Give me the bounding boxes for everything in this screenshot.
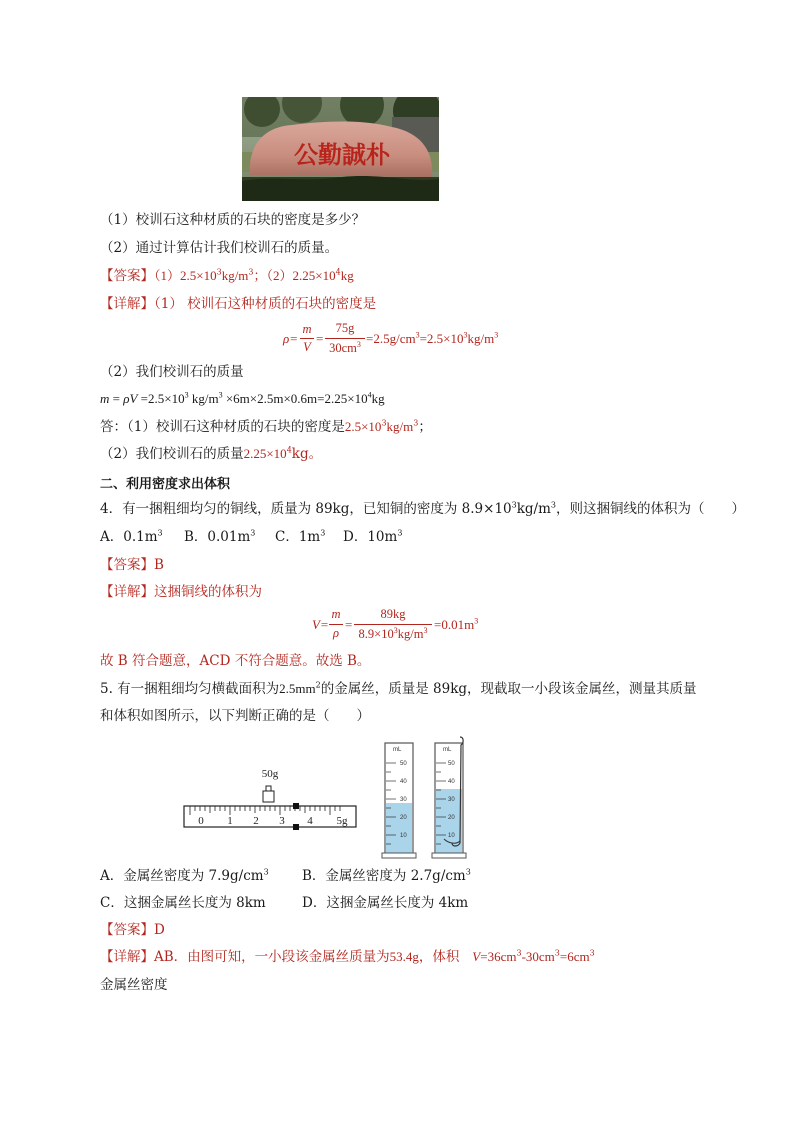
- q4-detail-line: 【详解】这捆铜线的体积为: [100, 584, 262, 600]
- svg-text:mL: mL: [393, 747, 402, 753]
- ruler-tick-4: 4: [307, 815, 313, 827]
- graduated-cylinder-2: [430, 735, 470, 860]
- slider-bottom: [293, 824, 299, 830]
- graduated-cylinder-1: [380, 738, 420, 860]
- svg-text:20: 20: [400, 815, 407, 821]
- q4-option-b: B．$0.01m^3$: [184, 528, 256, 545]
- q3-sub2-detail: （2）我们校训石的质量: [100, 364, 244, 380]
- q3-detail-line: 【详解】（1） 校训石这种材质的石块的密度是: [100, 296, 377, 312]
- q4-stem: 4．有一捆粗细均匀的铜线，质量为 89kg，已知铜的密度为 $8.9\times 10^3kg/m^3$，则这捆铜线的体积为（ ）: [100, 500, 745, 517]
- ruler-tick-3: 3: [279, 815, 285, 827]
- q4-option-c: C．$1m^3$: [275, 528, 326, 545]
- water-level-1: [386, 803, 412, 854]
- q3-sub2: （2）通过计算估计我们校训石的质量。: [100, 240, 339, 256]
- motto-stone-image: [242, 97, 439, 201]
- svg-text:30: 30: [448, 797, 455, 803]
- motto-stone-photo: [242, 97, 439, 201]
- detail-tag: 【详解】: [100, 296, 154, 312]
- q5-detail-line: 【详解】AB．由图可知，一小段该金属丝质量为53.4g，体积 $V=36cm^3-30cm^3=6cm^3$: [100, 948, 595, 965]
- svg-text:10: 10: [400, 833, 407, 839]
- q3-mass-equation: $m = \rho V =2.5\times 10^3$ $kg/m^3 \times 6m\times 2.5m\times 0.6m=2.25\times 10^4kg$: [100, 390, 385, 406]
- svg-text:40: 40: [400, 779, 407, 785]
- section-heading: 二、利用密度求出体积: [100, 477, 231, 492]
- q4-conclusion: 故 B 符合题意，ACD 不符合题意。故选 B。: [100, 653, 371, 669]
- q4-option-d: D．$10m^3$: [343, 528, 403, 545]
- slider-top: [293, 803, 299, 809]
- answer-tag: 【答案】: [100, 268, 154, 284]
- q3-conclusion-2: （2）我们校训石的质量$2.25\times 10^4kg$。: [100, 445, 323, 462]
- q4-answer-line: 【答案】B: [100, 557, 164, 573]
- q3-answer-line: 【答案】$(1)2.5\times 10^3kg/m^3$；$(2)2.25\times 10^4kg$: [100, 267, 354, 284]
- q3-sub1: （1）校训石这种材质的石块的密度是多少？: [100, 212, 366, 228]
- q3-conclusion-1: 答：（1）校训石这种材质的石块的密度是$2.5\times 10^3kg/m^3$；: [100, 418, 432, 435]
- q5-stem-line2: 和体积如图所示，以下判断正确的是（ ）: [100, 708, 370, 724]
- svg-text:40: 40: [448, 779, 455, 785]
- q4-option-a: A．$0.1m^3$: [100, 528, 163, 545]
- svg-text:50: 50: [448, 761, 455, 767]
- q5-option-b: B．金属丝密度为 $2.7g/cm^3$: [302, 867, 471, 884]
- q5-stem-line1: 5. 有一捆粗细均匀横截面积为$2.5mm^2$的金属丝，质量是 89kg，现截取一小段该金属丝，测量其质量: [100, 680, 697, 697]
- svg-text:10: 10: [448, 833, 455, 839]
- q5-option-c: C．这捆金属丝长度为 8km: [100, 895, 266, 911]
- svg-text:20: 20: [448, 815, 455, 821]
- svg-text:30: 30: [400, 797, 407, 803]
- stone-motto-text: 公勤誠朴: [294, 140, 390, 169]
- ruler-tick-1: 1: [227, 815, 233, 827]
- svg-text:50: 50: [400, 761, 407, 767]
- q5-option-a: A．金属丝密度为 $7.9g/cm^3$: [100, 867, 269, 884]
- svg-text:mL: mL: [443, 747, 452, 753]
- q5-last-line: 金属丝密度: [100, 977, 168, 993]
- ruler-tick-0: 0: [198, 815, 204, 827]
- balance-ruler-figure: [180, 765, 360, 835]
- weight-label: 50g: [261, 768, 279, 780]
- q5-option-d: D．这捆金属丝长度为 4km: [302, 895, 469, 911]
- weight-block: [263, 791, 274, 802]
- ruler-tick-2: 2: [253, 815, 259, 827]
- ruler-tick-5: 5g: [336, 815, 348, 827]
- q5-answer-line: 【答案】D: [100, 922, 165, 938]
